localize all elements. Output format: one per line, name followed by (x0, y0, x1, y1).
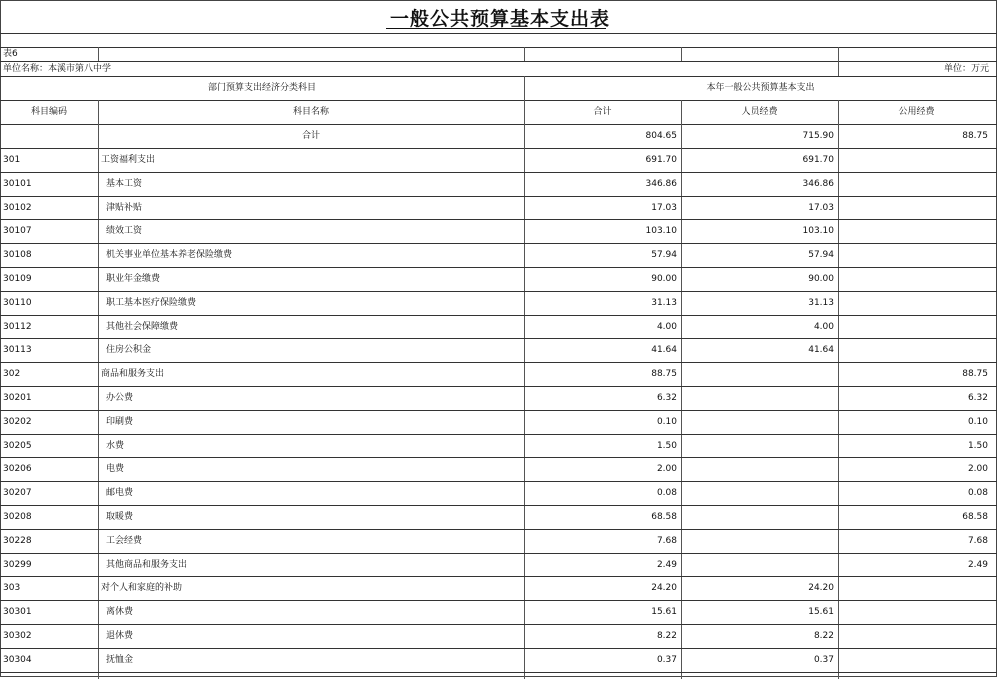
row-personnel: 24.20 (808, 583, 834, 593)
row-code: 30201 (3, 393, 32, 403)
row-divider (0, 172, 997, 173)
row-total: 88.75 (651, 369, 677, 379)
row-total: 24.20 (651, 583, 677, 593)
row-name: 职业年金缴费 (106, 274, 161, 284)
info-line-2 (0, 76, 997, 77)
row-personnel: 103.10 (802, 226, 834, 236)
row-total: 1.50 (656, 441, 677, 451)
row-public: 2.49 (967, 560, 988, 570)
row-divider (0, 362, 997, 363)
row-code: 30208 (3, 512, 32, 522)
row-divider (0, 196, 997, 197)
row-total: 41.64 (651, 345, 677, 355)
info-divider (524, 47, 525, 61)
row-total: 4.00 (656, 322, 677, 332)
unit-label: 单位：万元 (943, 64, 989, 74)
row-code: 30108 (3, 250, 32, 260)
row-name: 商品和服务支出 (101, 369, 165, 379)
column-divider (838, 100, 839, 679)
row-public: 1.50 (967, 441, 988, 451)
row-total: 2.49 (656, 560, 677, 570)
row-code: 30301 (3, 607, 32, 617)
info-line-1 (0, 61, 997, 62)
column-divider (98, 100, 99, 679)
row-total: 31.13 (651, 298, 677, 308)
row-code: 30304 (3, 655, 32, 665)
header-group-left: 部门预算支出经济分类科目 (207, 83, 316, 93)
header-line-1 (0, 100, 997, 101)
row-personnel: 90.00 (808, 274, 834, 284)
header-line-2 (0, 124, 997, 125)
row-code: 30109 (3, 274, 32, 284)
row-code: 30110 (3, 298, 32, 308)
info-divider (98, 47, 99, 61)
row-divider (0, 219, 997, 220)
header-group-right: 本年一般公共预算基本支出 (706, 83, 815, 93)
row-divider (0, 648, 997, 649)
row-code: 30207 (3, 488, 32, 498)
title-underline (386, 28, 606, 29)
row-personnel: 0.37 (813, 655, 834, 665)
row-name: 津贴补贴 (106, 203, 143, 213)
row-public: 0.08 (967, 488, 988, 498)
row-personnel: 31.13 (808, 298, 834, 308)
row-divider (0, 624, 997, 625)
total-personnel: 715.90 (802, 131, 834, 141)
row-total: 7.68 (656, 536, 677, 546)
row-total: 691.70 (645, 155, 677, 165)
row-code: 30112 (3, 322, 32, 332)
row-divider (0, 386, 997, 387)
row-personnel: 346.86 (802, 179, 834, 189)
row-total: 57.94 (651, 250, 677, 260)
row-personnel: 8.22 (813, 631, 834, 641)
col-header-code: 科目编码 (30, 107, 67, 117)
row-divider (0, 505, 997, 506)
row-code: 30299 (3, 560, 32, 570)
row-code: 301 (3, 155, 21, 165)
row-name: 工资福利支出 (101, 155, 156, 165)
row-code: 30302 (3, 631, 32, 641)
info-divider (838, 47, 839, 61)
row-code: 30107 (3, 226, 32, 236)
row-code: 30102 (3, 203, 32, 213)
row-total: 8.22 (656, 631, 677, 641)
row-name: 对个人和家庭的补助 (101, 583, 183, 593)
row-code: 30205 (3, 441, 32, 451)
row-code: 302 (3, 369, 21, 379)
row-name: 办公费 (106, 393, 134, 403)
row-personnel: 15.61 (808, 607, 834, 617)
row-code: 30228 (3, 536, 32, 546)
row-name: 基本工资 (106, 179, 143, 189)
row-total: 90.00 (651, 274, 677, 284)
row-total: 0.10 (656, 417, 677, 427)
info-divider (681, 47, 682, 61)
row-divider (0, 315, 997, 316)
row-public: 6.32 (967, 393, 988, 403)
row-divider (0, 600, 997, 601)
row-divider (0, 529, 997, 530)
col-header-total: 合计 (593, 107, 612, 117)
total-public: 88.75 (962, 131, 988, 141)
row-total: 17.03 (651, 203, 677, 213)
row-personnel: 57.94 (808, 250, 834, 260)
row-name: 机关事业单位基本养老保险缴费 (106, 250, 233, 260)
row-divider (0, 576, 997, 577)
row-divider (0, 291, 997, 292)
row-total: 346.86 (645, 179, 677, 189)
row-public: 7.68 (967, 536, 988, 546)
col-header-public: 公用经费 (898, 107, 935, 117)
row-divider (0, 553, 997, 554)
row-personnel: 41.64 (808, 345, 834, 355)
row-name: 电费 (106, 464, 125, 474)
row-total: 6.32 (656, 393, 677, 403)
col-header-personnel: 人员经费 (741, 107, 778, 117)
total-row-bottom (0, 148, 997, 149)
row-divider (0, 267, 997, 268)
row-code: 30101 (3, 179, 32, 189)
row-divider (0, 243, 997, 244)
row-public: 68.58 (962, 512, 988, 522)
row-total: 0.08 (656, 488, 677, 498)
table-number: 表6 (3, 49, 18, 59)
row-code: 30113 (3, 345, 32, 355)
row-divider (0, 434, 997, 435)
row-name: 住房公积金 (106, 345, 152, 355)
info-top-line (0, 47, 997, 48)
row-total: 2.00 (656, 464, 677, 474)
row-name: 退休费 (106, 631, 134, 641)
col-header-name: 科目名称 (292, 107, 329, 117)
row-total: 103.10 (645, 226, 677, 236)
row-name: 职工基本医疗保险缴费 (106, 298, 197, 308)
row-code: 30202 (3, 417, 32, 427)
row-public: 88.75 (962, 369, 988, 379)
row-name: 工会经费 (106, 536, 143, 546)
row-divider (0, 410, 997, 411)
row-public: 2.00 (967, 464, 988, 474)
row-divider (0, 338, 997, 339)
row-personnel: 17.03 (808, 203, 834, 213)
row-name: 绩效工资 (106, 226, 143, 236)
row-divider (0, 457, 997, 458)
row-personnel: 4.00 (813, 322, 834, 332)
row-total: 0.37 (656, 655, 677, 665)
row-code: 30206 (3, 464, 32, 474)
row-total: 15.61 (651, 607, 677, 617)
row-name: 邮电费 (106, 488, 134, 498)
row-total: 68.58 (651, 512, 677, 522)
total-label: 合计 (301, 131, 320, 141)
row-name: 抚恤金 (106, 655, 134, 665)
row-divider (0, 672, 997, 673)
unit-name: 单位名称：本溪市第八中学 (3, 64, 112, 74)
row-name: 其他社会保障缴费 (106, 322, 179, 332)
row-name: 取暖费 (106, 512, 134, 522)
row-personnel: 691.70 (802, 155, 834, 165)
row-divider (0, 481, 997, 482)
title-bottom-line (0, 33, 997, 34)
page-title: 一般公共预算基本支出表 (389, 8, 610, 30)
total-amount: 804.65 (645, 131, 677, 141)
row-public: 0.10 (967, 417, 988, 427)
row-name: 离休费 (106, 607, 134, 617)
row-name: 水费 (106, 441, 125, 451)
row-name: 印刷费 (106, 417, 134, 427)
row-name: 其他商品和服务支出 (106, 560, 188, 570)
title-area (0, 0, 1000, 34)
row-code: 303 (3, 583, 21, 593)
